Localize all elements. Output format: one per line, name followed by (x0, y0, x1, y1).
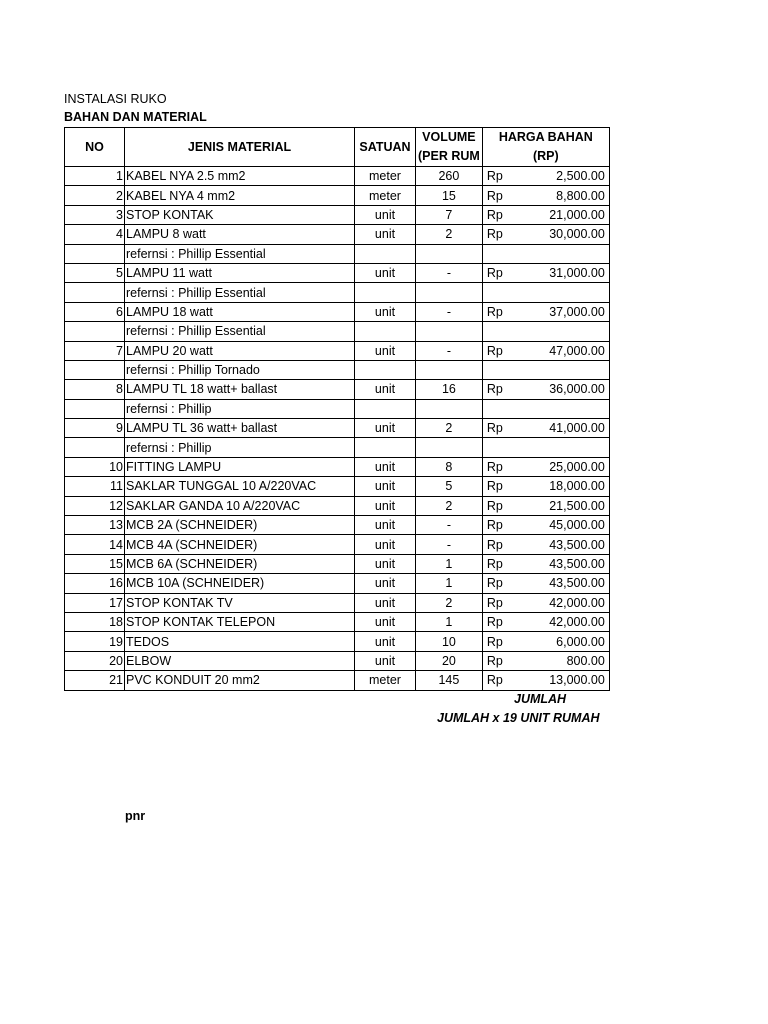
row-price: 25,000.00 (514, 457, 609, 476)
row-volume: - (416, 535, 483, 554)
row-no: 7 (65, 341, 125, 360)
row-price: 43,500.00 (514, 535, 609, 554)
row-volume: - (416, 341, 483, 360)
row-material: LAMPU 20 watt (125, 341, 355, 360)
table-row-reference (65, 322, 610, 341)
row-price (514, 283, 609, 302)
row-price: 2,500.00 (514, 167, 609, 186)
row-no: 18 (65, 612, 125, 631)
row-material: refernsi : Phillip Essential (125, 283, 355, 302)
row-no: 4 (65, 225, 125, 244)
table-row (65, 554, 610, 573)
row-volume (416, 244, 483, 263)
row-currency: Rp (482, 554, 514, 573)
row-currency (482, 399, 514, 418)
row-price: 800.00 (514, 651, 609, 670)
row-currency: Rp (482, 632, 514, 651)
row-unit: meter (355, 167, 416, 186)
row-volume: - (416, 302, 483, 321)
row-currency: Rp (482, 516, 514, 535)
row-material: LAMPU TL 36 watt+ ballast (125, 419, 355, 438)
row-price (514, 244, 609, 263)
row-material: ELBOW (125, 651, 355, 670)
table-row (65, 477, 610, 496)
row-price (514, 399, 609, 418)
row-volume: 1 (416, 554, 483, 573)
row-no: 11 (65, 477, 125, 496)
row-currency: Rp (482, 535, 514, 554)
row-no: 3 (65, 205, 125, 224)
row-material: MCB 10A (SCHNEIDER) (125, 574, 355, 593)
row-material: LAMPU 11 watt (125, 263, 355, 282)
row-price: 42,000.00 (514, 593, 609, 612)
table-header-row (65, 128, 610, 167)
row-material: refernsi : Phillip Tornado (125, 360, 355, 379)
row-currency: Rp (482, 593, 514, 612)
row-no: 12 (65, 496, 125, 515)
row-unit (355, 322, 416, 341)
header-unit: SATUAN (355, 128, 416, 167)
row-unit: unit (355, 574, 416, 593)
row-unit (355, 399, 416, 418)
row-no: 21 (65, 671, 125, 690)
row-material: KABEL NYA 4 mm2 (125, 186, 355, 205)
row-volume: 2 (416, 419, 483, 438)
row-unit: unit (355, 457, 416, 476)
row-no (65, 438, 125, 457)
row-volume: 2 (416, 496, 483, 515)
table-row-reference (65, 283, 610, 302)
row-volume: 5 (416, 477, 483, 496)
row-material: MCB 6A (SCHNEIDER) (125, 554, 355, 573)
row-price: 31,000.00 (514, 263, 609, 282)
row-volume: 15 (416, 186, 483, 205)
table-body (65, 167, 610, 691)
row-no: 9 (65, 419, 125, 438)
row-material: LAMPU 8 watt (125, 225, 355, 244)
row-no: 6 (65, 302, 125, 321)
row-material: SAKLAR TUNGGAL 10 A/220VAC (125, 477, 355, 496)
row-volume (416, 399, 483, 418)
header-no: NO (65, 128, 125, 167)
row-price: 36,000.00 (514, 380, 609, 399)
document-title: INSTALASI RUKO (64, 92, 167, 106)
row-no: 5 (65, 263, 125, 282)
row-no: 17 (65, 593, 125, 612)
row-price: 13,000.00 (514, 671, 609, 690)
row-unit: unit (355, 612, 416, 631)
footer-note: pnr (125, 809, 146, 823)
row-currency (482, 322, 514, 341)
row-price: 47,000.00 (514, 341, 609, 360)
table-row (65, 612, 610, 631)
row-currency: Rp (482, 186, 514, 205)
table-row (65, 671, 610, 690)
row-no: 8 (65, 380, 125, 399)
table-row (65, 457, 610, 476)
row-price: 30,000.00 (514, 225, 609, 244)
row-currency: Rp (482, 380, 514, 399)
row-volume: 2 (416, 225, 483, 244)
row-unit: unit (355, 593, 416, 612)
row-price: 8,800.00 (514, 186, 609, 205)
header-volume (416, 128, 483, 167)
table-row-reference (65, 438, 610, 457)
row-currency: Rp (482, 341, 514, 360)
row-volume: 8 (416, 457, 483, 476)
table-row (65, 632, 610, 651)
row-unit (355, 283, 416, 302)
row-material: TEDOS (125, 632, 355, 651)
row-material: refernsi : Phillip (125, 399, 355, 418)
row-no (65, 360, 125, 379)
row-volume (416, 322, 483, 341)
row-price: 41,000.00 (514, 419, 609, 438)
row-material: SAKLAR GANDA 10 A/220VAC (125, 496, 355, 515)
row-unit: meter (355, 186, 416, 205)
table-row (65, 574, 610, 593)
row-unit (355, 438, 416, 457)
row-unit: unit (355, 302, 416, 321)
row-unit (355, 360, 416, 379)
row-no: 15 (65, 554, 125, 573)
row-material: MCB 2A (SCHNEIDER) (125, 516, 355, 535)
row-volume: 20 (416, 651, 483, 670)
row-unit: unit (355, 205, 416, 224)
table-row (65, 225, 610, 244)
row-price: 18,000.00 (514, 477, 609, 496)
row-volume: 260 (416, 167, 483, 186)
header-price-line1: HARGA BAHAN (498, 130, 593, 144)
row-currency: Rp (482, 263, 514, 282)
table-row (65, 516, 610, 535)
row-no: 1 (65, 167, 125, 186)
header-volume-line1: VOLUME (422, 130, 476, 144)
row-volume: 10 (416, 632, 483, 651)
row-material: STOP KONTAK TV (125, 593, 355, 612)
row-no: 13 (65, 516, 125, 535)
row-currency: Rp (482, 302, 514, 321)
row-price (514, 438, 609, 457)
header-volume-line2: (PER RUM (418, 149, 480, 163)
row-price: 37,000.00 (514, 302, 609, 321)
row-volume: - (416, 516, 483, 535)
row-no: 19 (65, 632, 125, 651)
table-row (65, 651, 610, 670)
row-unit: unit (355, 380, 416, 399)
header-price-line2: (RP) (532, 149, 559, 163)
row-volume: 2 (416, 593, 483, 612)
row-no: 14 (65, 535, 125, 554)
row-price: 21,500.00 (514, 496, 609, 515)
row-volume (416, 438, 483, 457)
row-unit: meter (355, 671, 416, 690)
row-unit: unit (355, 496, 416, 515)
row-currency: Rp (482, 457, 514, 476)
row-material: STOP KONTAK TELEPON (125, 612, 355, 631)
row-material: LAMPU 18 watt (125, 302, 355, 321)
table-row (65, 167, 610, 186)
row-material: PVC KONDUIT 20 mm2 (125, 671, 355, 690)
row-unit: unit (355, 535, 416, 554)
row-unit: unit (355, 341, 416, 360)
row-unit (355, 244, 416, 263)
table-row (65, 419, 610, 438)
row-no (65, 322, 125, 341)
header-price (482, 128, 609, 167)
row-currency: Rp (482, 477, 514, 496)
row-price: 42,000.00 (514, 612, 609, 631)
table-row (65, 186, 610, 205)
row-no (65, 399, 125, 418)
row-unit: unit (355, 225, 416, 244)
table-row (65, 535, 610, 554)
row-price: 43,500.00 (514, 574, 609, 593)
table-row (65, 263, 610, 282)
table-row (65, 205, 610, 224)
row-no: 2 (65, 186, 125, 205)
row-currency (482, 360, 514, 379)
section-title: BAHAN DAN MATERIAL (64, 110, 207, 124)
row-currency: Rp (482, 612, 514, 631)
row-no: 10 (65, 457, 125, 476)
row-price (514, 322, 609, 341)
row-price: 21,000.00 (514, 205, 609, 224)
row-volume: 7 (416, 205, 483, 224)
row-volume: 145 (416, 671, 483, 690)
row-currency (482, 244, 514, 263)
row-no (65, 283, 125, 302)
row-currency: Rp (482, 167, 514, 186)
jumlah-total-label: JUMLAH x 19 UNIT RUMAH (437, 711, 600, 725)
row-volume: 16 (416, 380, 483, 399)
row-price: 45,000.00 (514, 516, 609, 535)
row-currency: Rp (482, 651, 514, 670)
material-table (64, 127, 610, 691)
row-no: 20 (65, 651, 125, 670)
table-row (65, 496, 610, 515)
row-currency: Rp (482, 496, 514, 515)
row-material: FITTING LAMPU (125, 457, 355, 476)
row-currency: Rp (482, 225, 514, 244)
table-row (65, 341, 610, 360)
row-volume (416, 283, 483, 302)
row-material: refernsi : Phillip (125, 438, 355, 457)
row-currency (482, 283, 514, 302)
table-row-reference (65, 399, 610, 418)
row-price (514, 360, 609, 379)
row-material: MCB 4A (SCHNEIDER) (125, 535, 355, 554)
table-row (65, 380, 610, 399)
row-material: STOP KONTAK (125, 205, 355, 224)
row-price: 6,000.00 (514, 632, 609, 651)
table-row-reference (65, 360, 610, 379)
row-currency: Rp (482, 671, 514, 690)
header-material: JENIS MATERIAL (125, 128, 355, 167)
row-unit: unit (355, 263, 416, 282)
row-currency (482, 438, 514, 457)
row-no (65, 244, 125, 263)
table-row (65, 302, 610, 321)
row-volume: 1 (416, 612, 483, 631)
row-volume: 1 (416, 574, 483, 593)
row-currency: Rp (482, 419, 514, 438)
row-material: KABEL NYA 2.5 mm2 (125, 167, 355, 186)
row-unit: unit (355, 516, 416, 535)
row-currency: Rp (482, 574, 514, 593)
row-unit: unit (355, 554, 416, 573)
row-no: 16 (65, 574, 125, 593)
row-unit: unit (355, 632, 416, 651)
row-unit: unit (355, 477, 416, 496)
row-currency: Rp (482, 205, 514, 224)
row-price: 43,500.00 (514, 554, 609, 573)
row-unit: unit (355, 419, 416, 438)
row-volume (416, 360, 483, 379)
table-row-reference (65, 244, 610, 263)
table-row (65, 593, 610, 612)
row-material: refernsi : Phillip Essential (125, 244, 355, 263)
row-material: refernsi : Phillip Essential (125, 322, 355, 341)
row-volume: - (416, 263, 483, 282)
jumlah-label: JUMLAH (514, 692, 567, 706)
row-unit: unit (355, 651, 416, 670)
row-material: LAMPU TL 18 watt+ ballast (125, 380, 355, 399)
